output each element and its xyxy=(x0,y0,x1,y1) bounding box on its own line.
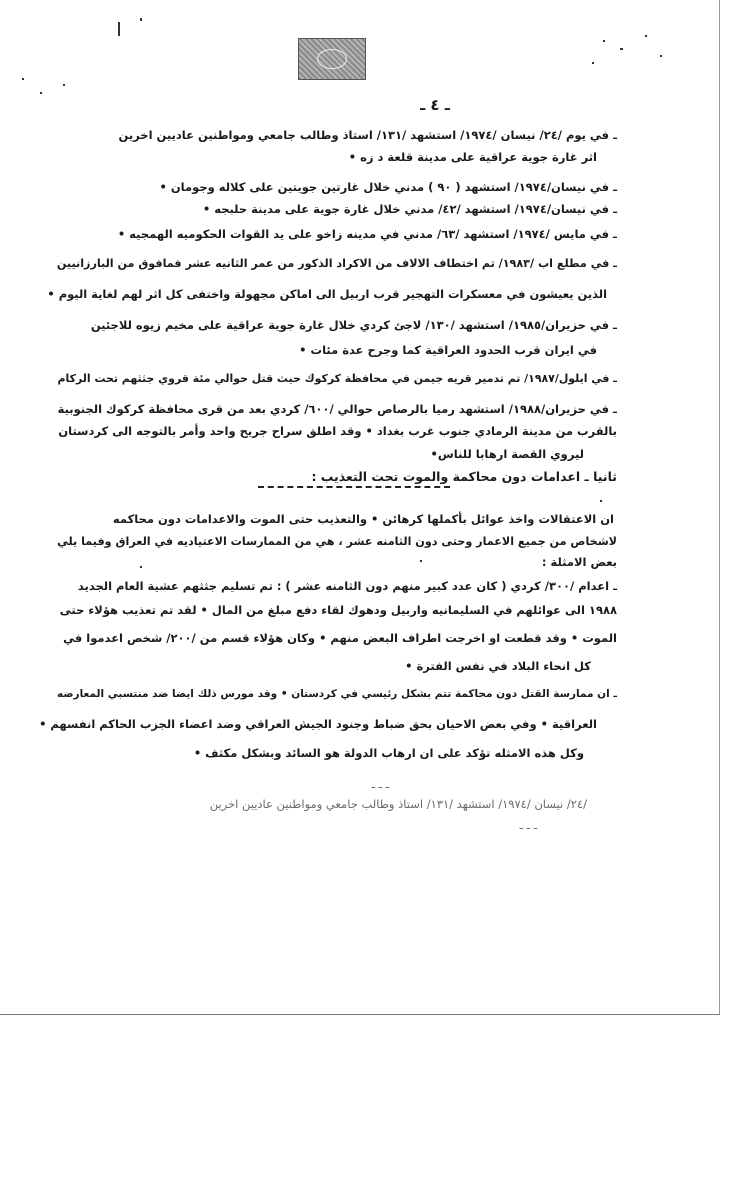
paragraph-line: ـ في يوم /٢٤/ نيسان /١٩٧٤/ استشهد /١٣١/ استاذ وطالب جامعي ومواطنين عاديين اخرين xyxy=(118,128,617,142)
paragraph-line: الذين يعيشون في معسكرات التهجير قرب اربيل الى اماكن مجهولة واختفى كل اثر لهم لغاية اليوم • xyxy=(47,287,607,301)
paragraph-line: العراقية • وفي بعض الاحيان بحق ضباط وجنود الجيش العراقي وضد اعضاء الجزب الحاكم انفسهم • xyxy=(39,717,597,731)
paragraph-line: ـ في حزيران/١٩٨٥/ استشهد /١٣٠/ لاجئ كردي خلال غارة جوية عراقية على مخيم زيوه للاجئين xyxy=(90,318,617,332)
paragraph-line: اثر غارة جوية عراقية على مدينة قلعة د زه • xyxy=(348,150,597,164)
paragraph-line: بالقرب من مدينة الرمادي جنوب غرب بغداد • وقد اطلق سراح جريح واحد وأمر بالتوجه الى كردستان xyxy=(58,424,617,438)
paragraph-line: ـ في مايس /١٩٧٤/ استشهد /٦٣/ مدني في مدينه زاخو على يد القوات الحكوميه الهمجيه • xyxy=(117,227,617,241)
heading-underline xyxy=(258,486,450,488)
letterhead-seal-icon xyxy=(298,38,366,80)
paragraph-line: لاشخاص من جميع الاعمار وحتى دون الثامنه عشر ، هي من الممارسات الاعتياديه في العراق وفيما يلي xyxy=(57,535,617,548)
paragraph-line: ـ ان ممارسة القتل دون محاكمة تتم بشكل رئيسي في كردستان • وقد مورس ذلك ايضا ضد منتسبي المعارضه xyxy=(57,688,617,700)
bleed-through-mark: ـ ـ ـ xyxy=(371,777,389,791)
section-heading: ثانيا ـ اعدامات دون محاكمة والموت تحت التعذيب : xyxy=(311,469,617,484)
paragraph-line: في ايران قرب الحدود العراقية كما وجرح عدة مئات • xyxy=(299,343,597,357)
paragraph-line: وكل هذه الامثله تؤكد على ان ارهاب الدولة هو السائد وبشكل مكثف • xyxy=(193,746,584,760)
paragraph-line: ـ في مطلع اب /١٩٨٣/ تم اختطاف الالاف من الاكراد الذكور من عمر الثانيه عشر فمافوق من البارزانيين xyxy=(56,257,617,270)
bleed-through-line: /٢٤/ نيسان /١٩٧٤/ استشهد /١٣١/ استاذ وطالب جامعي ومواطنين عاديين اخرين xyxy=(209,797,587,811)
paragraph-line: ـ في ايلول/١٩٨٧/ تم تدمير قريه جيمن في محافظة كركوك حيث قتل حوالي مئة قروي جثثهم تحت الركام xyxy=(57,372,617,385)
paragraph-line: ان الاعتقالات واخذ عوائل بأكملها كرهائن • والتعذيب حتى الموت والاعدامات دون محاكمه xyxy=(112,512,614,526)
paragraph-line: ـ اعدام /٣٠٠/ كردي ( كان عدد كبير منهم دون الثامنه عشر ) : تم تسليم جثثهم عشية العام الجديد xyxy=(77,579,617,593)
paragraph-line: كل انحاء البلاد في نفس الفترة • xyxy=(405,659,591,673)
paragraph-line: ١٩٨٨ الى عوائلهم في السليمانيه واربيل ودهوك لقاء دفع مبلغ من المال • لقد تم تعذيب هؤلاء حتى xyxy=(59,603,617,617)
paragraph-line: ليروي القصة ارهابا للناس• xyxy=(430,447,584,461)
paragraph-line: الموت • وقد قطعت او اخرجت اطراف البعض منهم • وكان هؤلاء قسم من /٢٠٠/ شخص اعدموا في xyxy=(63,631,617,645)
page-number: ـ ٤ ـ xyxy=(420,96,450,114)
paragraph-line: بعض الامثلة : xyxy=(541,555,617,569)
paragraph-line: ـ في نيسان/١٩٧٤/ استشهد ( ٩٠ ) مدني خلال غارتين جويتين على كلاله وجومان • xyxy=(159,180,617,194)
paragraph-line: ـ في حزيران/١٩٨٨/ استشهد رميا بالرصاص حوالي /٦٠٠/ كردي بعد من قرى محافظة كركوك الجنوبية xyxy=(57,402,617,416)
bleed-through-mark: ـ ـ ـ xyxy=(519,818,537,832)
paragraph-line: ـ في نيسان/١٩٧٤/ استشهد /٤٢/ مدني خلال غارة جوية على مدينة حلبجه • xyxy=(202,202,617,216)
